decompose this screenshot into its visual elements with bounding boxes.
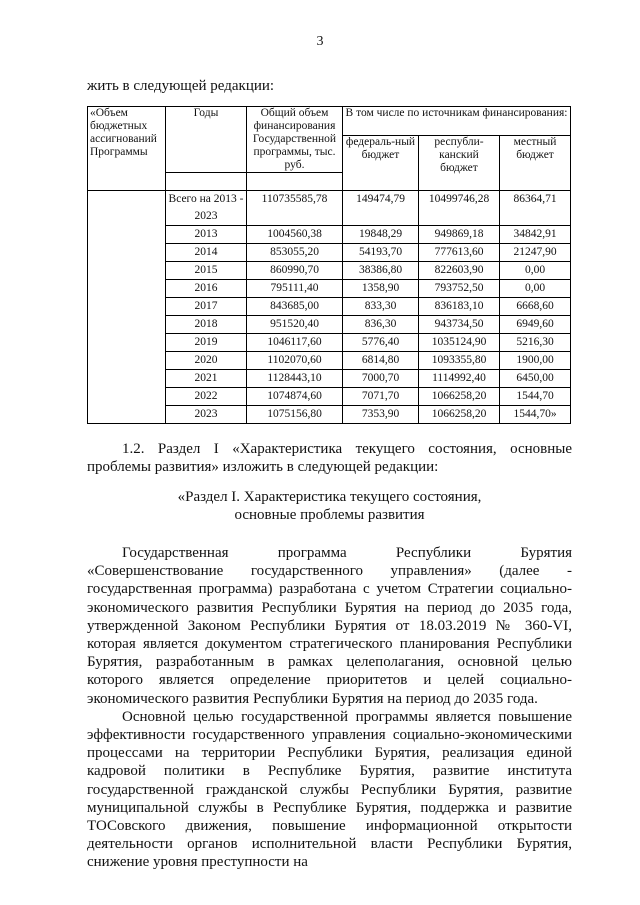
- cell-local: 0,00: [500, 262, 571, 280]
- cell-year: 2015: [166, 262, 247, 280]
- cell-republic: 10499746,28: [419, 191, 500, 226]
- paragraph-1: Государственная программа Республики Бурятия «Совершенствование государственного управления» (далее - государственная программа) разработана с учетом Стратегии социально-экономического развития Республики Бурятия на период до 2035 года, утвержденной Законом Республики Бурятия от 18.03.2019 № 360-VI, которая является документом стратегического планирования Республики Бурятия, разработанным в рамках целеполагания, основной целью которого является определение приоритетов и целей социально-экономического развития Республики Бурятия на период до 2035 года.: [87, 545, 572, 707]
- col-header-allocations: «Объем бюджетных ассигнований Программы: [88, 107, 166, 191]
- cell-local: 6949,60: [500, 316, 571, 334]
- paragraph-2: Основной целью государственной программы является повышение эффективности государственного управления социально-экономическими процессами на территории Республики Бурятия, реализация единой кадровой политики в Республике Бурятия, развитие института государственной гражданской службы Республики Бурятия, развитие муниципальной службы в Республике Бурятия, поддержка и развитие ТОСовского движения, повышение информационной открытости деятельности органов исполнительной власти Республики Бурятия, снижение уровня преступности на: [87, 708, 572, 871]
- page-number: 3: [316, 34, 324, 49]
- cell-local: 1544,70»: [500, 406, 571, 424]
- col-header-republic: республи-канский бюджет: [419, 136, 500, 191]
- cell-federal: 833,30: [343, 298, 419, 316]
- cell-republic: 777613,60: [419, 244, 500, 262]
- cell-total: 1128443,10: [247, 370, 343, 388]
- cell-federal: 836,30: [343, 316, 419, 334]
- section-heading-line-2: основные проблемы развития: [234, 507, 425, 523]
- cell-total: 1004560,38: [247, 226, 343, 244]
- col-header-sources: В том числе по источникам финансирования:: [343, 107, 571, 136]
- cell-local: 6450,00: [500, 370, 571, 388]
- cell-total: 1075156,80: [247, 406, 343, 424]
- cell-year: 2020: [166, 352, 247, 370]
- cell-republic: 1066258,20: [419, 388, 500, 406]
- intro-text: жить в следующей редакции:: [87, 78, 275, 94]
- cell-total: 1102070,60: [247, 352, 343, 370]
- cell-republic: 943734,50: [419, 316, 500, 334]
- col-header-total: Общий объем финансирования Государственной программы, тыс. руб.: [247, 107, 343, 173]
- cell-federal: 5776,40: [343, 334, 419, 352]
- cell-total: 795111,40: [247, 280, 343, 298]
- cell-total: 951520,40: [247, 316, 343, 334]
- cell-year: 2023: [166, 406, 247, 424]
- cell-total: 1074874,60: [247, 388, 343, 406]
- cell-year: 2016: [166, 280, 247, 298]
- cell-local: 34842,91: [500, 226, 571, 244]
- cell-republic: 836183,10: [419, 298, 500, 316]
- cell-republic: 822603,90: [419, 262, 500, 280]
- cell-local: 21247,90: [500, 244, 571, 262]
- cell-local: 1900,00: [500, 352, 571, 370]
- col-header-local: местный бюджет: [500, 136, 571, 191]
- cell-total: 860990,70: [247, 262, 343, 280]
- section-heading-line-1: «Раздел I. Характеристика текущего состояния,: [177, 489, 482, 505]
- cell-federal: 6814,80: [343, 352, 419, 370]
- cell-total: 1046117,60: [247, 334, 343, 352]
- cell-year: 2022: [166, 388, 247, 406]
- cell-year: Всего на 2013 - 2023: [166, 191, 247, 226]
- cell-local: 1544,70: [500, 388, 571, 406]
- cell-federal: 7353,90: [343, 406, 419, 424]
- cell-year: 2014: [166, 244, 247, 262]
- cell-local: 0,00: [500, 280, 571, 298]
- cell-federal: 7071,70: [343, 388, 419, 406]
- cell-local: 86364,71: [500, 191, 571, 226]
- table-header-row: [88, 107, 571, 136]
- cell-republic: 1066258,20: [419, 406, 500, 424]
- cell-local: 5216,30: [500, 334, 571, 352]
- cell-total: 843685,00: [247, 298, 343, 316]
- body-text: [87, 544, 572, 872]
- table-row: [88, 191, 571, 226]
- cell-total: 110735585,78: [247, 191, 343, 226]
- cell-federal: 7000,70: [343, 370, 419, 388]
- col-header-years: Годы: [166, 107, 247, 173]
- cell-federal: 38386,80: [343, 262, 419, 280]
- cell-year: 2018: [166, 316, 247, 334]
- cell-year: 2019: [166, 334, 247, 352]
- cell-republic: 1035124,90: [419, 334, 500, 352]
- cell-republic: 1114992,40: [419, 370, 500, 388]
- section-1-2-paragraph: 1.2. Раздел I «Характеристика текущего состояния, основные проблемы развития» изложить в следующей редакции:: [87, 441, 572, 475]
- section-heading: [87, 488, 572, 524]
- cell-year: 2021: [166, 370, 247, 388]
- cell-federal: 19848,29: [343, 226, 419, 244]
- cell-federal: 149474,79: [343, 191, 419, 226]
- col-header-federal: федераль-ный бюджет: [343, 136, 419, 191]
- cell-year: 2017: [166, 298, 247, 316]
- allocations-cell: [88, 191, 166, 424]
- financing-table: [87, 106, 571, 424]
- cell-local: 6668,60: [500, 298, 571, 316]
- cell-republic: 949869,18: [419, 226, 500, 244]
- cell-republic: 793752,50: [419, 280, 500, 298]
- cell-federal: 1358,90: [343, 280, 419, 298]
- cell-year: 2013: [166, 226, 247, 244]
- cell-federal: 54193,70: [343, 244, 419, 262]
- cell-republic: 1093355,80: [419, 352, 500, 370]
- cell-total: 853055,20: [247, 244, 343, 262]
